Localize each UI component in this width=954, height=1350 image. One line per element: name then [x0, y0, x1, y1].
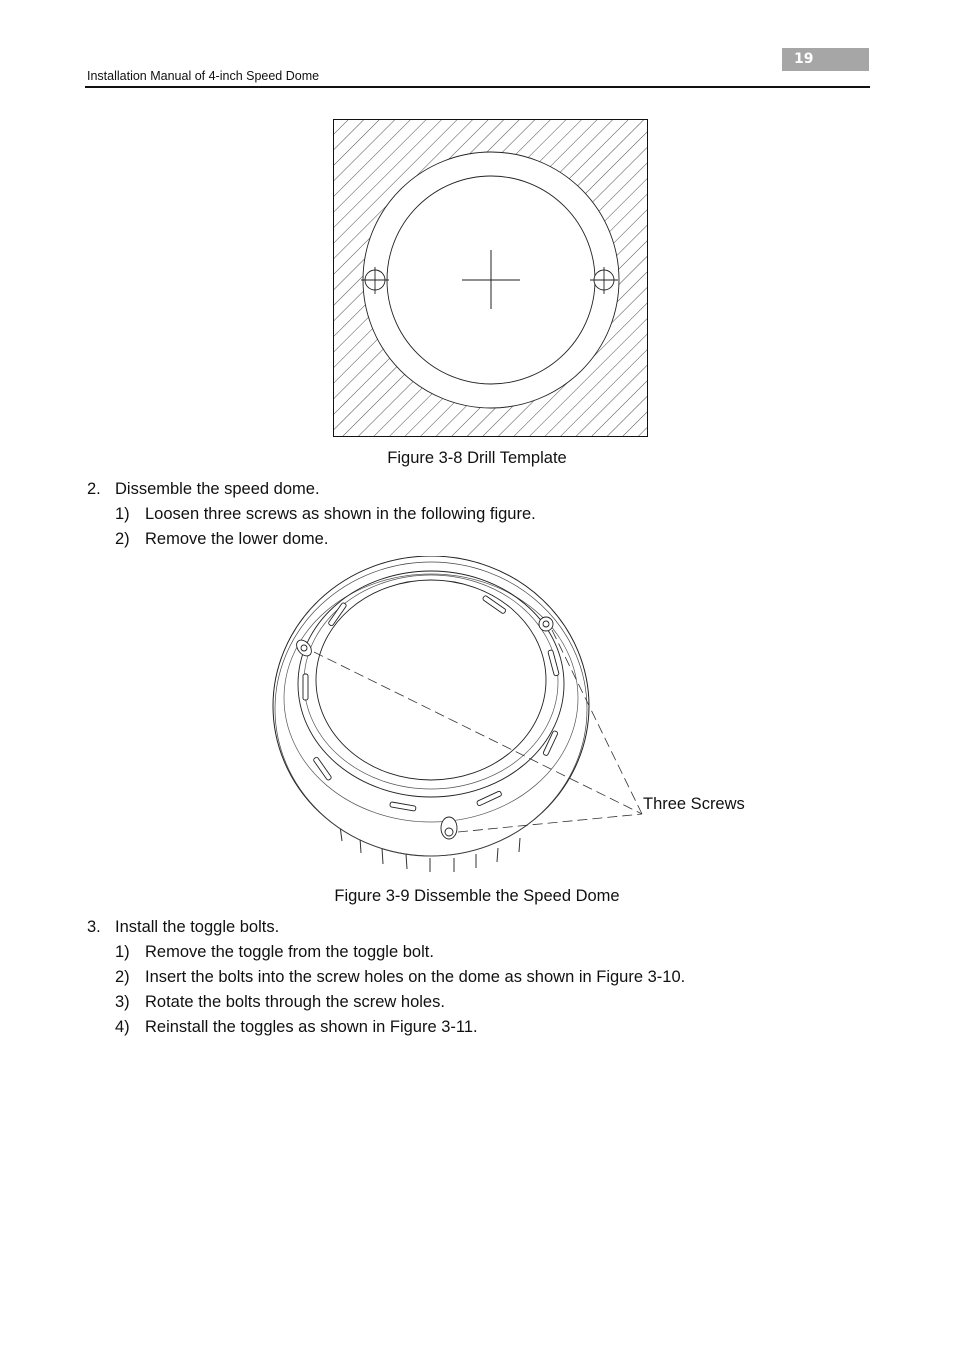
step-number: 3. [87, 918, 101, 936]
substep-number: 1) [115, 943, 130, 961]
substep [0, 993, 954, 1017]
step-text: Dissemble the speed dome. [115, 480, 320, 498]
header-divider [85, 86, 870, 88]
substep-text: Remove the toggle from the toggle bolt. [145, 943, 434, 961]
three-screws-label: Three Screws [643, 795, 745, 813]
drill-template-figure [333, 119, 649, 438]
page-number: 19 [782, 48, 869, 71]
substep-number: 1) [115, 505, 130, 523]
step-text: Install the toggle bolts. [115, 918, 280, 936]
substep-text: Rotate the bolts through the screw holes. [145, 993, 445, 1011]
substep-text: Remove the lower dome. [145, 530, 329, 548]
substep-number: 2) [115, 530, 130, 548]
step-3 [0, 918, 954, 942]
substep [0, 530, 954, 554]
figure-3-8-caption: Figure 3-8 Drill Template [387, 449, 567, 467]
step-number: 2. [87, 480, 101, 498]
substep-number: 3) [115, 993, 130, 1011]
substep [0, 1018, 954, 1042]
speed-dome-figure [270, 556, 670, 876]
substep [0, 968, 954, 992]
substep [0, 943, 954, 967]
substep-number: 2) [115, 968, 130, 986]
running-header-title: Installation Manual of 4-inch Speed Dome [87, 69, 320, 83]
substep-text: Reinstall the toggles as shown in Figure 3-11. [145, 1018, 478, 1036]
substep-text: Insert the bolts into the screw holes on the dome as shown in Figure 3-10. [145, 968, 686, 986]
substep [0, 505, 954, 529]
substep-text: Loosen three screws as shown in the following figure. [145, 505, 536, 523]
figure-3-9-caption: Figure 3-9 Dissemble the Speed Dome [334, 887, 620, 905]
step-2 [0, 480, 954, 504]
substep-number: 4) [115, 1018, 130, 1036]
